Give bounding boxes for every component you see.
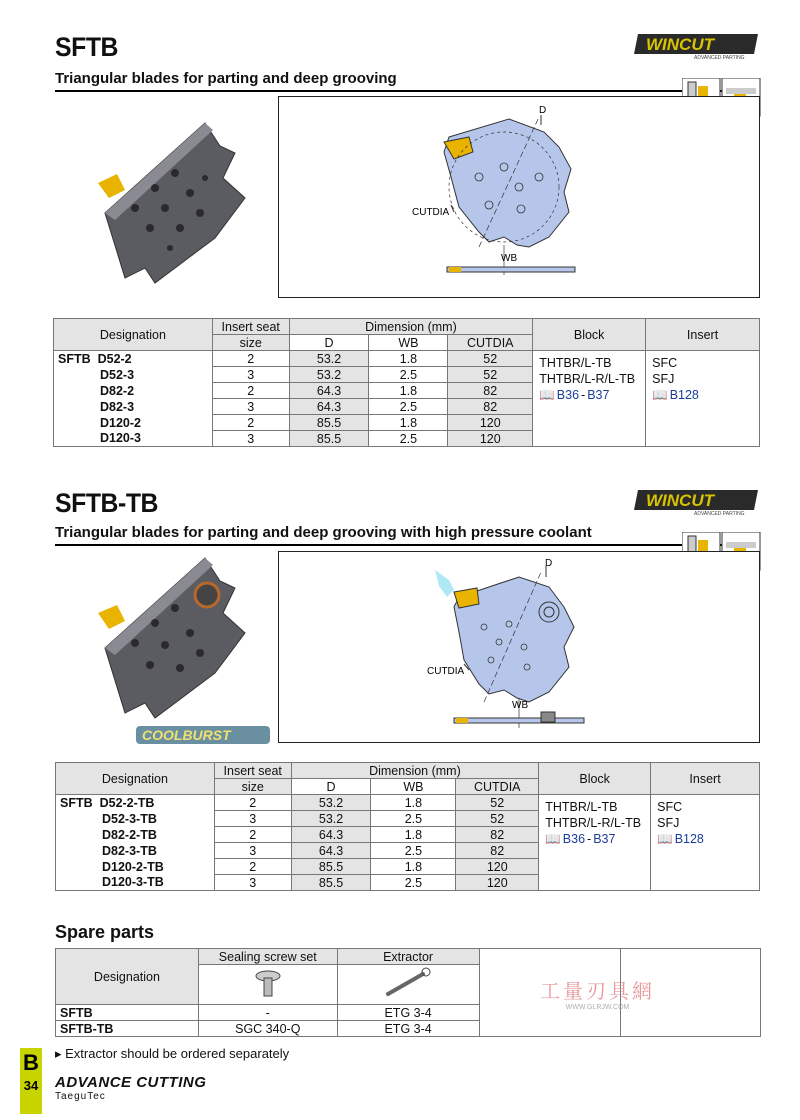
- h-wb: WB: [369, 335, 448, 351]
- insert-1: SFC: [652, 356, 678, 370]
- d: 85.5: [289, 415, 369, 431]
- prefix: SFTB: [58, 351, 91, 366]
- wb: 1.8: [369, 351, 448, 367]
- h-dimension: Dimension (mm): [289, 319, 533, 335]
- d: 85.5: [291, 875, 371, 891]
- d: 64.3: [289, 383, 369, 399]
- cutdia: 52: [448, 367, 533, 383]
- d: 53.2: [291, 795, 371, 811]
- block-1: THTBR/L-TB: [539, 356, 612, 370]
- blade-photo-coolant: [95, 553, 255, 728]
- ref-b: B37: [587, 388, 610, 402]
- d: 53.2: [289, 351, 369, 367]
- size: 3: [214, 843, 291, 859]
- spare-note-text: Extractor should be ordered separately: [65, 1046, 290, 1061]
- size: 2: [214, 859, 291, 875]
- ref-sep: -: [581, 388, 586, 402]
- wb: 2.5: [369, 367, 448, 383]
- block-2: THTBR/L-R/L-TB: [545, 816, 642, 830]
- h-insert: Insert: [646, 319, 760, 351]
- h-screw: Sealing screw set: [198, 949, 337, 965]
- wincut-logo: [634, 32, 760, 65]
- h-designation: Designation: [56, 763, 215, 795]
- h-d: D: [289, 335, 369, 351]
- block-1: THTBR/L-TB: [545, 800, 618, 814]
- designation: D52-3: [54, 367, 213, 383]
- book-icon: 📖: [545, 832, 561, 846]
- section2-subtitle: Triangular blades for parting and deep grooving with high pressure coolant: [55, 524, 592, 541]
- designation: D52-2: [97, 351, 132, 366]
- cutdia: 120: [456, 859, 539, 875]
- ref-a: B36: [556, 388, 580, 402]
- designation: D120-2-TB: [56, 859, 215, 875]
- wb: 2.5: [371, 843, 456, 859]
- book-icon: 📖: [539, 388, 555, 402]
- wb: 2.5: [369, 399, 448, 415]
- book-icon: 📖: [657, 832, 673, 846]
- coolburst-badge: [136, 724, 271, 751]
- svg-text:WINCUT: WINCUT: [646, 35, 714, 54]
- section1-subtitle: Triangular blades for parting and deep grooving: [55, 70, 397, 87]
- size: 2: [214, 795, 291, 811]
- section1-title: SFTB: [55, 32, 119, 62]
- wb: 1.8: [371, 827, 456, 843]
- wb: 1.8: [369, 383, 448, 399]
- coolburst-text: COOLBURST: [142, 727, 231, 743]
- insert-ref[interactable]: [652, 387, 753, 403]
- screw: SGC 340-Q: [198, 1021, 337, 1037]
- diagram2-wb-label: WB: [512, 700, 529, 711]
- cutdia: 52: [456, 811, 539, 827]
- diagram2-d-label: D: [545, 558, 553, 569]
- h-designation: Designation: [54, 319, 213, 351]
- insert-2: SFJ: [657, 816, 680, 830]
- cutdia: 82: [456, 843, 539, 859]
- blade-photo: [95, 118, 255, 293]
- h-dimension: Dimension (mm): [291, 763, 539, 779]
- d: 64.3: [289, 399, 369, 415]
- spare-table: [55, 948, 761, 1037]
- designation: D120-3-TB: [56, 875, 215, 891]
- d: 64.3: [291, 827, 371, 843]
- cutdia: 120: [448, 431, 533, 447]
- table-row: [56, 795, 760, 811]
- h-block: Block: [539, 763, 651, 795]
- size: 3: [212, 367, 289, 383]
- designation: D82-3: [54, 399, 213, 415]
- wb: 1.8: [371, 795, 456, 811]
- footer-logo: [55, 1074, 206, 1102]
- wb: 1.8: [369, 415, 448, 431]
- block-cell: [539, 795, 651, 891]
- size: 3: [214, 875, 291, 891]
- section2-diagram: [278, 551, 760, 743]
- section1-table: [53, 318, 760, 447]
- ref-b: B37: [593, 832, 616, 846]
- size: 2: [214, 827, 291, 843]
- cutdia: 82: [448, 383, 533, 399]
- wb: 1.8: [371, 859, 456, 875]
- size: 3: [212, 431, 289, 447]
- designation: D82-2-TB: [56, 827, 215, 843]
- section-tab: [20, 1048, 42, 1114]
- h-cutdia: CUTDIA: [456, 779, 539, 795]
- size: 2: [212, 351, 289, 367]
- svg-text:ADVANCED PARTING: ADVANCED PARTING: [694, 511, 745, 516]
- size: 3: [214, 811, 291, 827]
- watermark: [540, 975, 655, 1011]
- h-insert-seat: Insert seat: [212, 319, 289, 335]
- d: 53.2: [291, 811, 371, 827]
- page-number: 34: [23, 1078, 39, 1093]
- watermark-url: WWW.GLRJW.COM: [565, 1004, 630, 1011]
- section1-rule: [55, 90, 760, 92]
- block-ref[interactable]: [539, 387, 639, 403]
- cutdia: 82: [448, 399, 533, 415]
- designation: D120-2: [54, 415, 213, 431]
- section2-title: SFTB-TB: [55, 488, 159, 518]
- designation: D52-2-TB: [99, 795, 155, 810]
- d: 85.5: [289, 431, 369, 447]
- wincut-logo: [634, 488, 760, 521]
- screw: -: [198, 1005, 337, 1021]
- watermark-cn: 工量刃具網: [540, 979, 655, 1003]
- insert-cell: [651, 795, 760, 891]
- h-size: size: [212, 335, 289, 351]
- h-wb: WB: [371, 779, 456, 795]
- svg-text:WINCUT: WINCUT: [646, 491, 714, 510]
- block-cell: [533, 351, 646, 447]
- h-extractor: Extractor: [337, 949, 479, 965]
- h-insert-seat: Insert seat: [214, 763, 291, 779]
- insert-ref[interactable]: [657, 831, 753, 847]
- cutdia: 120: [448, 415, 533, 431]
- wb: 2.5: [371, 875, 456, 891]
- spare-note: ▸ Extractor should be ordered separately: [55, 1046, 290, 1061]
- section-letter: B: [23, 1050, 39, 1075]
- h-designation: Designation: [56, 949, 199, 1005]
- footer-brand: ADVANCE CUTTING: [55, 1074, 207, 1091]
- size: 2: [212, 383, 289, 399]
- cutdia: 120: [456, 875, 539, 891]
- designation: SFTB: [56, 1005, 199, 1021]
- screw-image: [198, 965, 337, 1005]
- svg-text:ADVANCED PARTING: ADVANCED PARTING: [694, 55, 745, 60]
- footer-company: TaeguTec: [55, 1091, 106, 1102]
- insert-cell: [646, 351, 760, 447]
- spare-title: Spare parts: [55, 922, 155, 942]
- size: 3: [212, 399, 289, 415]
- ref-sep: -: [587, 832, 592, 846]
- designation: D82-2: [54, 383, 213, 399]
- ref: B128: [669, 388, 699, 402]
- prefix: SFTB: [60, 795, 93, 810]
- insert-1: SFC: [657, 800, 683, 814]
- extractor: ETG 3-4: [337, 1005, 479, 1021]
- ref: B128: [674, 832, 704, 846]
- h-insert: Insert: [651, 763, 760, 795]
- section2-table: [55, 762, 760, 891]
- diagram2-cutdia-label: CUTDIA: [427, 666, 465, 677]
- diagram1-d-label: D: [539, 105, 547, 116]
- h-cutdia: CUTDIA: [448, 335, 533, 351]
- book-icon: 📖: [652, 388, 668, 402]
- d: 85.5: [291, 859, 371, 875]
- d: 64.3: [291, 843, 371, 859]
- diagram1-cutdia-label: CUTDIA: [412, 207, 450, 218]
- ref-a: B36: [562, 832, 586, 846]
- h-block: Block: [533, 319, 646, 351]
- designation: D120-3: [54, 431, 213, 447]
- section1-diagram: [278, 96, 760, 298]
- block-ref[interactable]: [545, 831, 644, 847]
- h-d: D: [291, 779, 371, 795]
- extractor: ETG 3-4: [337, 1021, 479, 1037]
- d: 53.2: [289, 367, 369, 383]
- table-row: [54, 351, 760, 367]
- diagram1-wb-label: WB: [501, 253, 518, 264]
- wb: 2.5: [369, 431, 448, 447]
- block-2: THTBR/L-R/L-TB: [539, 372, 636, 386]
- h-size: size: [214, 779, 291, 795]
- wb: 2.5: [371, 811, 456, 827]
- cutdia: 52: [456, 795, 539, 811]
- cutdia: 82: [456, 827, 539, 843]
- designation: D82-3-TB: [56, 843, 215, 859]
- designation: SFTB-TB: [56, 1021, 199, 1037]
- cutdia: 52: [448, 351, 533, 367]
- extractor-image: [337, 965, 479, 1005]
- section2-rule: [55, 544, 760, 546]
- insert-2: SFJ: [652, 372, 675, 386]
- size: 2: [212, 415, 289, 431]
- designation: D52-3-TB: [56, 811, 215, 827]
